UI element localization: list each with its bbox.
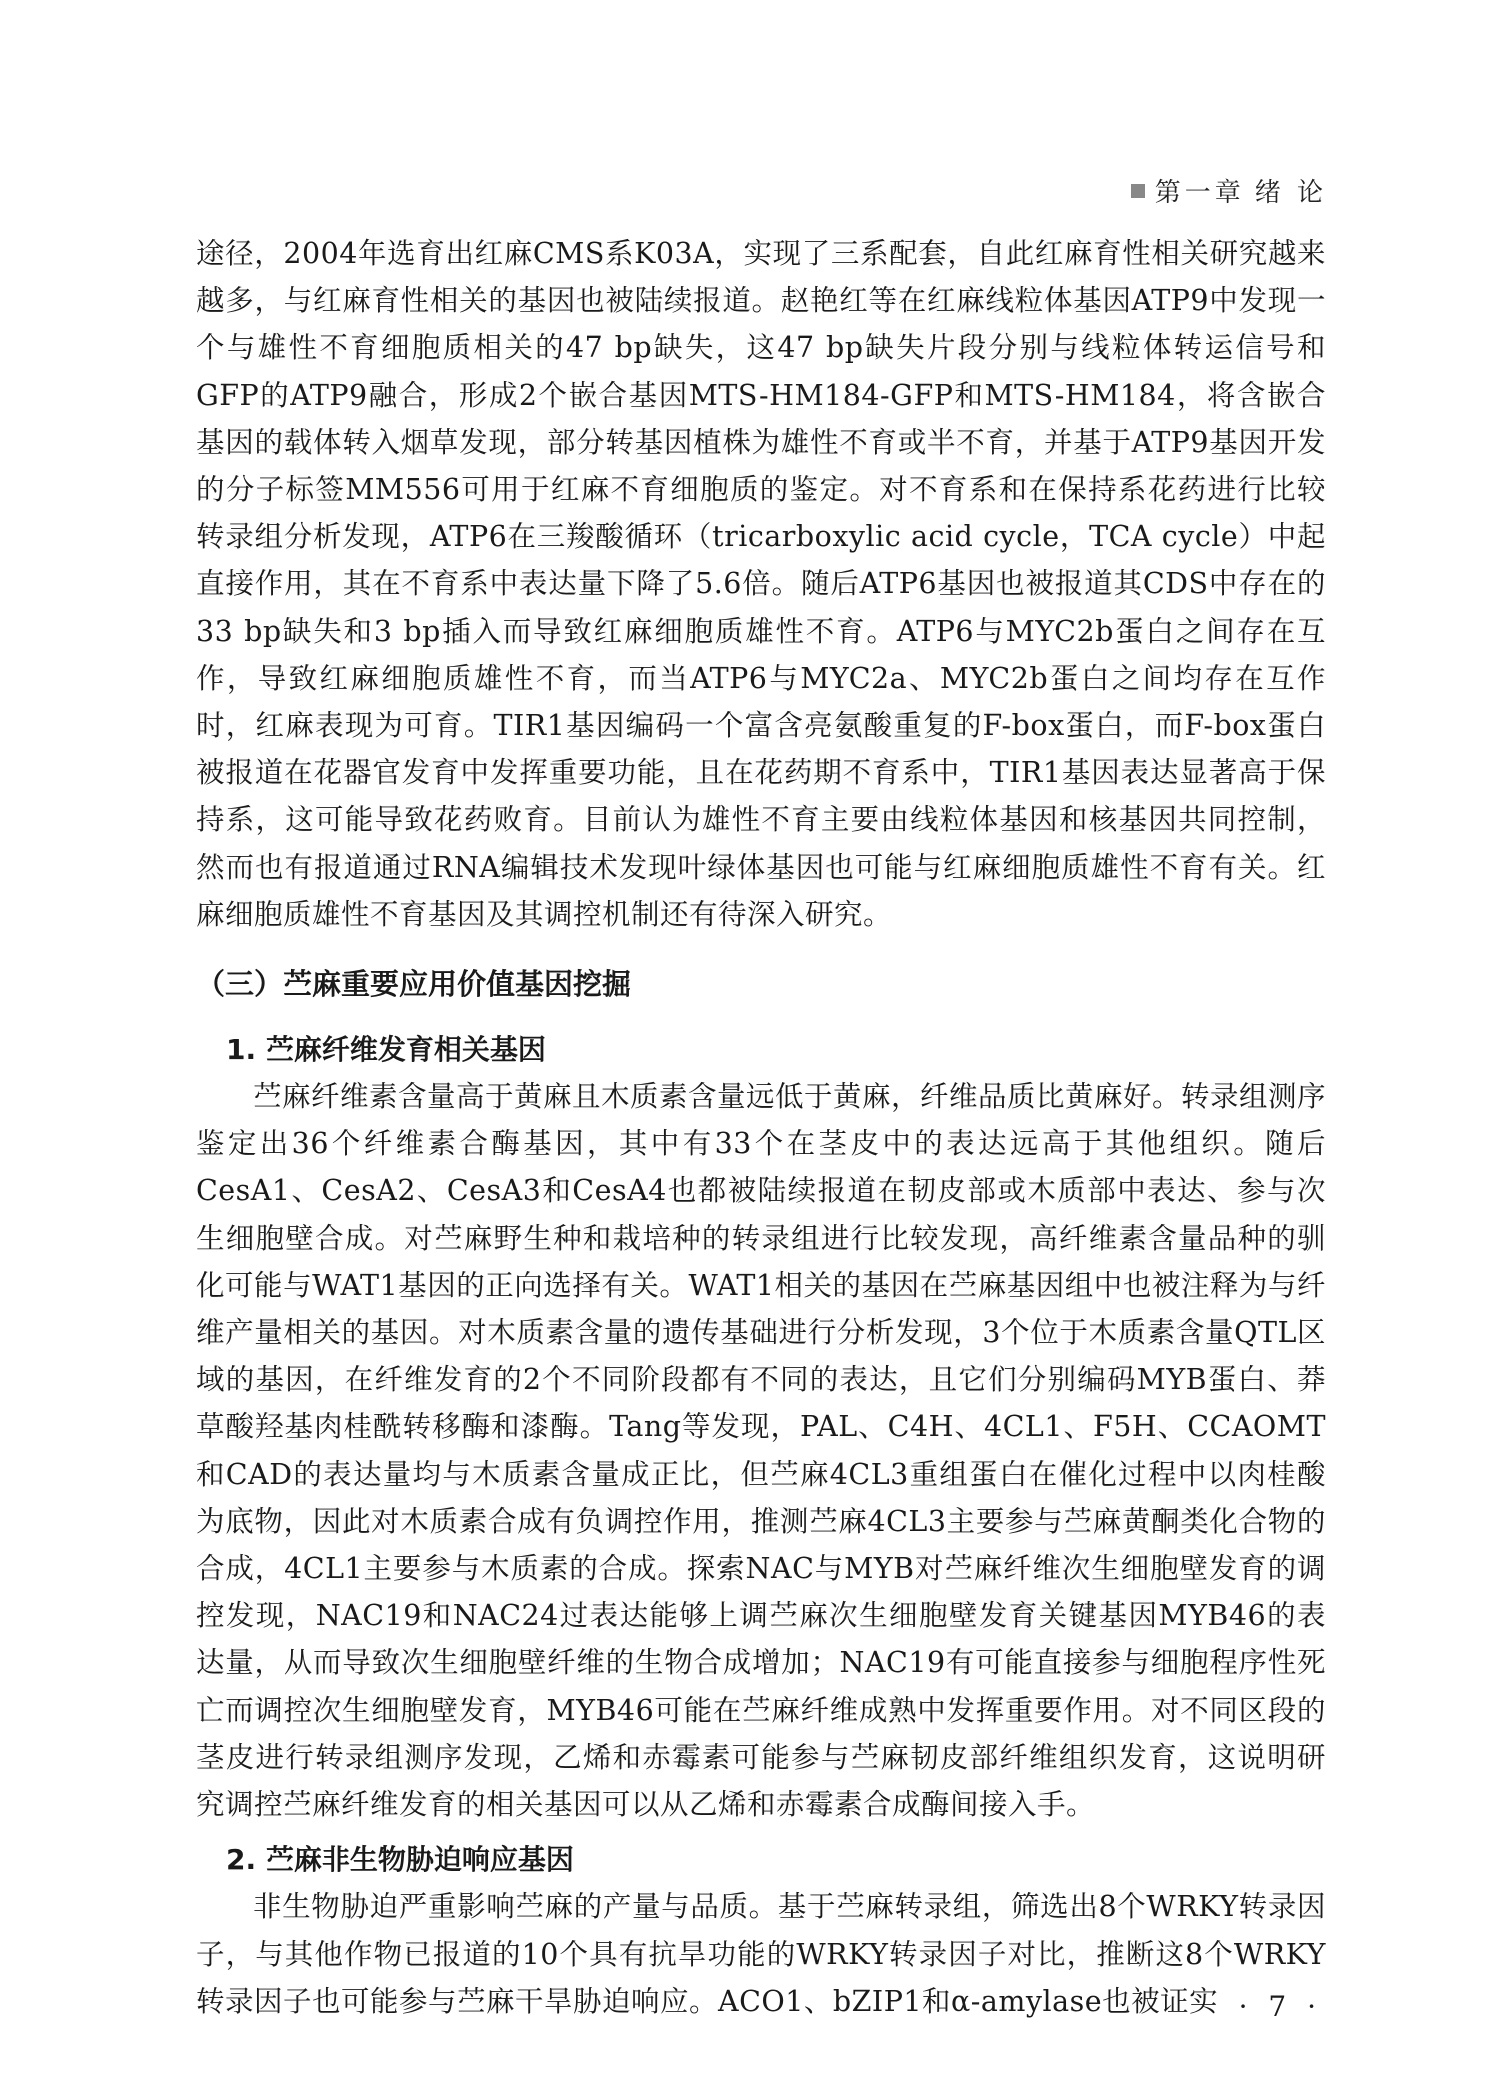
- paragraph-kenaf-fertility: 途径，2004年选育出红麻CMS系K03A，实现了三系配套，自此红麻育性相关研究越来越多，与红麻育性相关的基因也被陆续报道。赵艳红等在红麻线粒体基因ATP9中发现一个与雄性不育细胞质相关的47 bp缺失，这47 bp缺失片段分别与线粒体转运信号和GFP的ATP9融合，形成2个嵌合基因MTS-HM184-GFP和MTS-HM184，将含嵌合基因的载体转入烟草发现，部分转基因植株为雄性不育或半不育，并基于ATP9基因开发的分子标签MM556可用于红麻不育细胞质的鉴定。对不育系和在保持系花药进行比较转录组分析发现，ATP6在三羧酸循环（tricarboxylic acid cycle，TCA cycle）中起直接作用，其在不育系中表达量下降了5.6倍。随后ATP6基因也被报道其CDS中存在的33 bp缺失和3 bp插入而导致红麻细胞质雄性不育。ATP6与MYC2b蛋白之间存在互作，导致红麻细胞质雄性不育，而当ATP6与MYC2a、MYC2b蛋白之间均存在互作时，红麻表现为可育。TIR1基因编码一个富含亮氨酸重复的F-box蛋白，而F-box蛋白被报道在花器官发育中发挥重要功能，且在花药期不育系中，TIR1基因表达显著高于保持系，这可能导致花药败育。目前认为雄性不育主要由线粒体基因和核基因共同控制，然而也有报道通过RNA编辑技术发现叶绿体基因也可能与红麻细胞质雄性不育有关。红麻细胞质雄性不育基因及其调控机制还有待深入研究。: [196, 237, 1326, 931]
- page-body: [196, 230, 1326, 2025]
- subsection-heading-fiber: 1. 苎麻纤维发育相关基因: [226, 1033, 546, 1067]
- chapter-title: 绪 论: [1254, 178, 1327, 208]
- paragraph-ramie-stress: 非生物胁迫严重影响苎麻的产量与品质。基于苎麻转录组，筛选出8个WRKY转录因子，与其他作物已报道的10个具有抗旱功能的WRKY转录因子对比，推断这8个WRKY转录因子也可能参与苎麻干旱胁迫响应。ACO1、bZIP1和α-amylase也被证实: [196, 1890, 1326, 2018]
- chapter-label: 第一章: [1154, 178, 1245, 208]
- square-bullet-icon: [1131, 184, 1145, 198]
- subsection-heading-stress: 2. 苎麻非生物胁迫响应基因: [226, 1843, 574, 1877]
- page-number: · 7 ·: [1238, 1990, 1322, 2023]
- paragraph-ramie-fiber: 苎麻纤维素含量高于黄麻且木质素含量远低于黄麻，纤维品质比黄麻好。转录组测序鉴定出36个纤维素合酶基因，其中有33个在茎皮中的表达远高于其他组织。随后CesA1、CesA2、CesA3和CesA4也都被陆续报道在韧皮部或木质部中表达、参与次生细胞壁合成。对苎麻野生种和栽培种的转录组进行比较发现，高纤维素含量品种的驯化可能与WAT1基因的正向选择有关。WAT1相关的基因在苎麻基因组中也被注释为与纤维产量相关的基因。对木质素含量的遗传基础进行分析发现，3个位于木质素含量QTL区域的基因，在纤维发育的2个不同阶段都有不同的表达，且它们分别编码MYB蛋白、莽草酸羟基肉桂酰转移酶和漆酶。Tang等发现，PAL、C4H、4CL1、F5H、CCAOMT和CAD的表达量均与木质素含量成正比，但苎麻4CL3重组蛋白在催化过程中以肉桂酸为底物，因此对木质素合成有负调控作用，推测苎麻4CL3主要参与苎麻黄酮类化合物的合成，4CL1主要参与木质素的合成。探索NAC与MYB对苎麻纤维次生细胞壁发育的调控发现，NAC19和NAC24过表达能够上调苎麻次生细胞壁发育关键基因MYB46的表达量，从而导致次生细胞壁纤维的生物合成增加；NAC19有可能直接参与细胞程序性死亡而调控次生细胞壁发育，MYB46可能在苎麻纤维成熟中发挥重要作用。对不同区段的茎皮进行转录组测序发现，乙烯和赤霉素可能参与苎麻韧皮部纤维组织发育，这说明研究调控苎麻纤维发育的相关基因可以从乙烯和赤霉素合成酶间接入手。: [196, 1080, 1327, 1822]
- section-heading: （三）苎麻重要应用价值基因挖掘: [196, 967, 632, 1002]
- running-header: [1131, 172, 1327, 209]
